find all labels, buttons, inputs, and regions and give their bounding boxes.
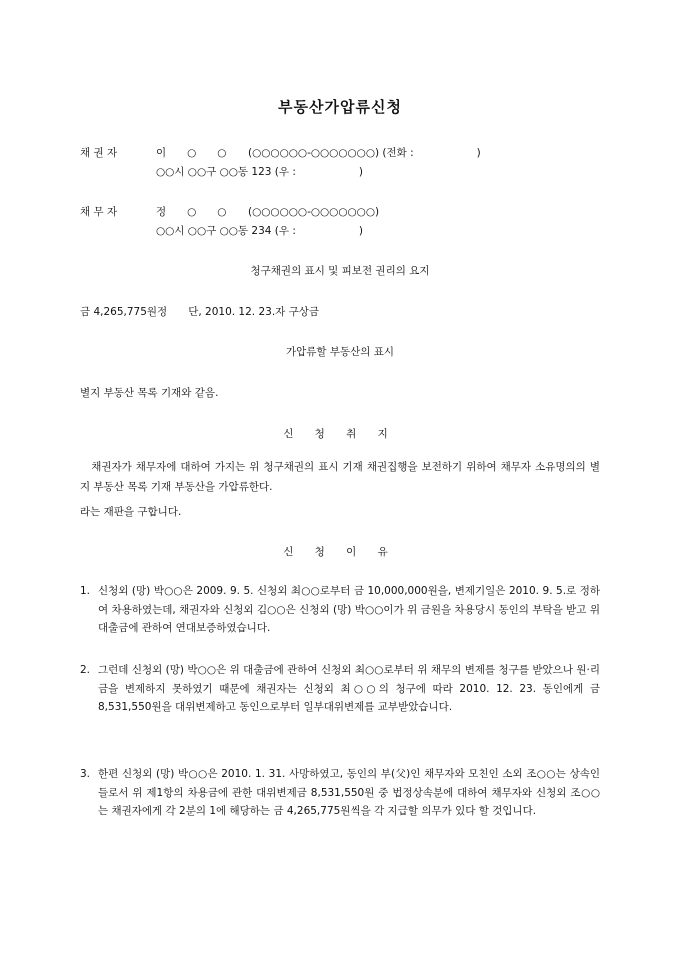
debtor-name: 정 ○ ○	[156, 206, 227, 218]
reason-number: 1.	[80, 585, 91, 597]
reason-item-3	[80, 765, 600, 821]
purpose-text: 채권자가 채무자에 대하여 가지는 위 청구채권의 표시 기재 채권집행을 보전하기 위하여 채무자 소유명의의 별지 부동산 목록 기재 부동산을 가압류한다.	[80, 461, 600, 493]
reason-text: 한편 신청외 (망) 박○○은 2010. 1. 31. 사망하였고, 동인의 부(父)인 채무자와 모친인 소외 조○○는 상속인들로서 위 제1항의 차용금에 관한 대위변제금 8,531,550원 중 법정상속분에 대하여 채무자와 신청외 조○○는 채권자에게 각 2분의 1에 해당하는 금 4,265,775원씩을 각 지급할 의무가 있다 할 것입니다.	[98, 768, 600, 817]
creditor-name: 이 ○ ○	[156, 147, 227, 159]
reason-item-2	[80, 661, 600, 717]
property-text: 별지 부동산 목록 기재와 같음.	[80, 387, 219, 399]
reason-number: 2.	[80, 664, 91, 676]
reasons-heading: 신 청 이 유	[283, 546, 397, 558]
property-heading: 가압류할 부동산의 표시	[285, 346, 395, 358]
debtor-id: (○○○○○○-○○○○○○○)	[248, 206, 380, 218]
purpose-closing: 라는 재판을 구합니다.	[80, 506, 182, 518]
reason-number: 3.	[80, 768, 91, 780]
debtor-address: ○○시 ○○구 ○○동 234 (우 : )	[156, 225, 364, 237]
claim-text: 금 4,265,775원정 단, 2010. 12. 23.자 구상금	[80, 306, 320, 318]
reason-item-1	[80, 582, 600, 638]
document-title: 부동산가압류신청	[278, 98, 402, 116]
creditor-address: ○○시 ○○구 ○○동 123 (우 : )	[156, 166, 364, 178]
purpose-heading: 신 청 취 지	[283, 428, 397, 440]
creditor-label: 채 권 자	[80, 147, 118, 159]
reason-text: 신청외 (망) 박○○은 2009. 9. 5. 신청외 최○○로부터 금 10,000,000원을, 변제기일은 2010. 9. 5.로 정하여 차용하였는데, 채권자와 신청외 김○○은 신청외 (망) 박○○이가 위 금원을 차용당시 동인의 부탁을 받고 위 대출금에 관하여 연대보증하였습니다.	[98, 585, 600, 634]
creditor-id-phone: (○○○○○○-○○○○○○○) (전화 : )	[248, 147, 481, 159]
claim-heading: 청구채권의 표시 및 피보전 권리의 요지	[250, 265, 430, 277]
reason-text: 그런데 신청외 (망) 박○○은 위 대출금에 관하여 신청외 최○○로부터 위 채무의 변제를 청구를 받았으나 원·리금을 변제하지 못하였기 때문에 채권자는 신청외 최○○의 청구에 따라 2010. 12. 23. 동인에게 금 8,531,550원을 대위변제하고 동인으로부터 일부대위변제를 교부받았습니다.	[98, 664, 600, 713]
debtor-label: 채 무 자	[80, 206, 118, 218]
